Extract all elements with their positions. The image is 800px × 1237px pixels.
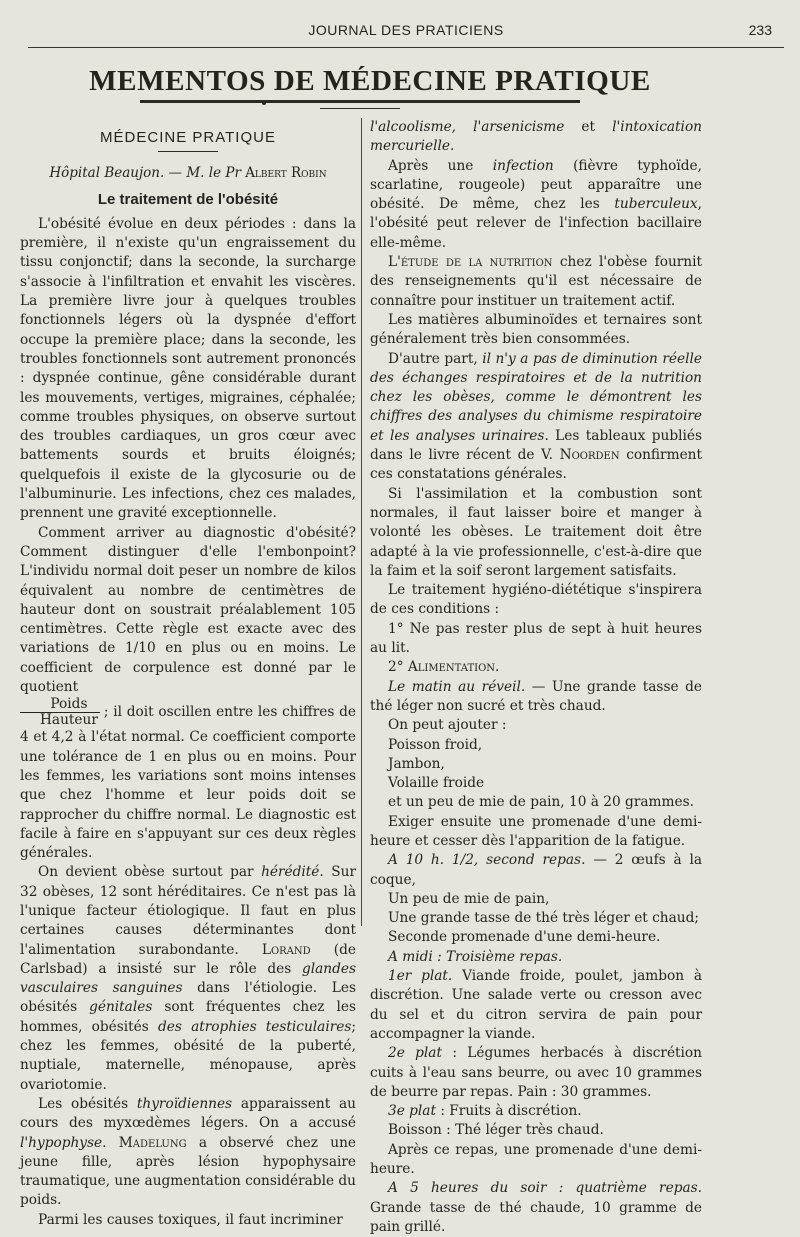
byline: Hôpital Beaujon. — M. le Pr Albert Robin	[49, 165, 327, 182]
paragraph: Après une infection (fièvre typhoïde, scarlatine, rougeole) peut apparaître une obésité. De même, chez les tuberculeux, l'obésité peut relever de l'infection bacillaire elle-même.	[370, 157, 702, 251]
title-short-rule	[320, 108, 400, 109]
paragraph: L'étude de la nutrition chez l'obèse fournit des renseignements qu'il est nécessaire de connaître pour instituer un traitement actif.	[370, 254, 702, 309]
menu-line: Une grande tasse de thé très léger et chaud;	[388, 910, 699, 927]
paragraph: D'autre part, il n'y a pas de diminution réelle des échanges respiratoires et de la nutrition chez les obèses, comme le démontrent les chiffres des analyses du chimisme respiratoire et les analyses urinaires. Les tableaux publiés dans le livre récent de V. Noorden confirment ces constatations générales.	[370, 350, 702, 483]
paragraph: Si l'assimilation et la combustion sont normales, il faut laisser boire et manger à volonté les obèses. Le traitement doit être adapté à la vie professionnelle, c'est-à-dire que la faim et la soif seront largement satisfaits.	[370, 485, 702, 579]
menu-line: Seconde promenade d'une demi-heure.	[388, 929, 661, 946]
section-heading: MÉDECINE PRATIQUE	[100, 129, 276, 146]
paragraph: Comment arriver au diagnostic d'obésité? Comment distinguer d'elle l'embonpoint? L'individu normal doit peser un nombre de kilos équivalent au nombre de centimètres de hauteur dont on soustrait préalablement 105 centimètres. Cette règle est exacte avec des variations de 1/10 en plus ou en moins. Le coefficient de corpulence est donné par le quotient $\frac{\text{Poids}}{\text{Hauteur}}$ ; il doit oscillen entre les chiffres de 4 et 4,2 à l'état normal. Ce coefficient comporte une tolérance de 1 en plus ou en moins. Pour les femmes, les variations sont moins intenses que chez l'homme et leur poids doit se rapprocher du chiffre normal. Le diagnostic est facile à faire en s'appuyant sur ces deux règles générales.	[20, 524, 356, 862]
menu-entry: A 10 h. 1/2, second repas. — 2 œufs à la coque,	[370, 852, 702, 888]
menu-line: Jambon,	[388, 755, 445, 772]
author-name: Albert Robin	[245, 165, 327, 182]
menu-line: Volaille froide	[388, 775, 485, 792]
menu-entry: 1er plat. Viande froide, poulet, jambon à discrétion. Une salade verte ou cresson avec du sel et du citron servira de pain pour accompagner la viande.	[370, 968, 703, 1042]
title-dot	[262, 101, 266, 105]
menu-entry: A midi : Troisième repas.	[388, 948, 563, 965]
article-title: Le traitement de l'obésité	[97, 190, 279, 208]
right-column	[370, 118, 702, 1237]
paragraph: Exiger ensuite une promenade d'une demi-heure et cesser dès l'apparition de la fatigue.	[370, 813, 702, 849]
menu-line: On peut ajouter :	[388, 717, 507, 734]
paragraph: Les matières albuminoïdes et ternaires sont généralement très bien consommées.	[370, 311, 702, 348]
paragraph: Parmi les causes toxiques, il faut incriminer	[38, 1211, 343, 1228]
rule-item: 2° Alimentation.	[388, 659, 500, 676]
title-underline	[140, 100, 580, 103]
menu-line: Un peu de mie de pain,	[388, 890, 550, 907]
paragraph: L'obésité évolue en deux périodes : dans la première, il n'existe qu'un engraissement du tissu conjonctif; dans la seconde, la surcharge s'associe à l'infiltration et envahit les viscères. La première livre jour à quelques troubles fonctionnels légers où la dyspnée d'effort occupe la première place; dans la seconde, les troubles fonctionnels sont autrement prononcés : dyspnée continue, gêne considérable durant les mouvements, vertiges, migraines, céphalée; comme troubles physiques, on observe surtout des troubles cardiaques, un gros cœur avec battements sourds et bruits éloignés; quelquefois il existe de la glycosurie ou de l'albuminurie. Les infections, chez ces malades, prennent une gravité exceptionnelle.	[20, 215, 356, 522]
menu-entry: 2e plat : Légumes herbacés à discrétion cuits à l'eau sans beurre, ou avec 10 grammes de beurre par repas. Pain : 30 grammes.	[370, 1045, 702, 1100]
paragraph: Le traitement hygiéno-diététique s'inspirera de ces conditions :	[370, 582, 702, 618]
menu-entry: A 5 heures du soir : quatrième repas. Grande tasse de thé chaude, 10 gramme de pain grillé.	[370, 1180, 702, 1235]
paragraph: Les obésités thyroïdiennes apparaissent au cours des myxœdèmes légers. On a accusé l'hypophyse. Madelung a observé chez une jeune fille, après lésion hypophysaire traumatique, une augmentation considérable du poids.	[20, 1095, 356, 1209]
menu-line: Poisson froid,	[388, 736, 483, 753]
paragraph: l'alcoolisme, l'arsenicisme et l'intoxication mercurielle.	[370, 119, 702, 155]
section-heading-rule	[158, 151, 218, 152]
header-rule	[28, 47, 784, 48]
page-title: MEMENTOS DE MÉDECINE PRATIQUE	[89, 66, 651, 97]
rule-item: 1° Ne pas rester plus de sept à huit heures au lit.	[370, 620, 702, 657]
column-divider	[361, 118, 362, 926]
menu-line: et un peu de mie de pain, 10 à 20 grammes.	[388, 794, 694, 811]
menu-line: Boisson : Thé léger très chaud.	[388, 1122, 604, 1139]
menu-entry: 3e plat : Fruits à discrétion.	[388, 1103, 582, 1120]
page-number: 233	[748, 22, 772, 38]
journal-title: JOURNAL DES PRATICIENS	[308, 22, 504, 38]
left-column	[20, 118, 356, 1230]
paragraph: On devient obèse surtout par hérédité. Sur 32 obèses, 12 sont héréditaires. Ce n'est pas là l'unique facteur étiologique. Il faut en plus certaines causes déterminantes dont l'alimentation surabondante. Lorand (de Carlsbad) a insisté sur le rôle des glandes vasculaires sanguines dans l'étiologie. Les obésités génitales sont fréquentes chez les hommes, obésités des atrophies testiculaires; chez les femmes, obésité de la puberté, nuptiale, maternelle, ménopause, après ovariotomie.	[20, 864, 357, 1093]
running-head	[30, 20, 782, 42]
fraction: $\frac{\text{Poids}}{\text{Hauteur}}$	[20, 697, 100, 728]
menu-entry: Le matin au réveil. — Une grande tasse de thé léger non sucré et très chaud.	[370, 678, 702, 714]
menu-line: Après ce repas, une promenade d'une demi-heure.	[370, 1141, 702, 1178]
